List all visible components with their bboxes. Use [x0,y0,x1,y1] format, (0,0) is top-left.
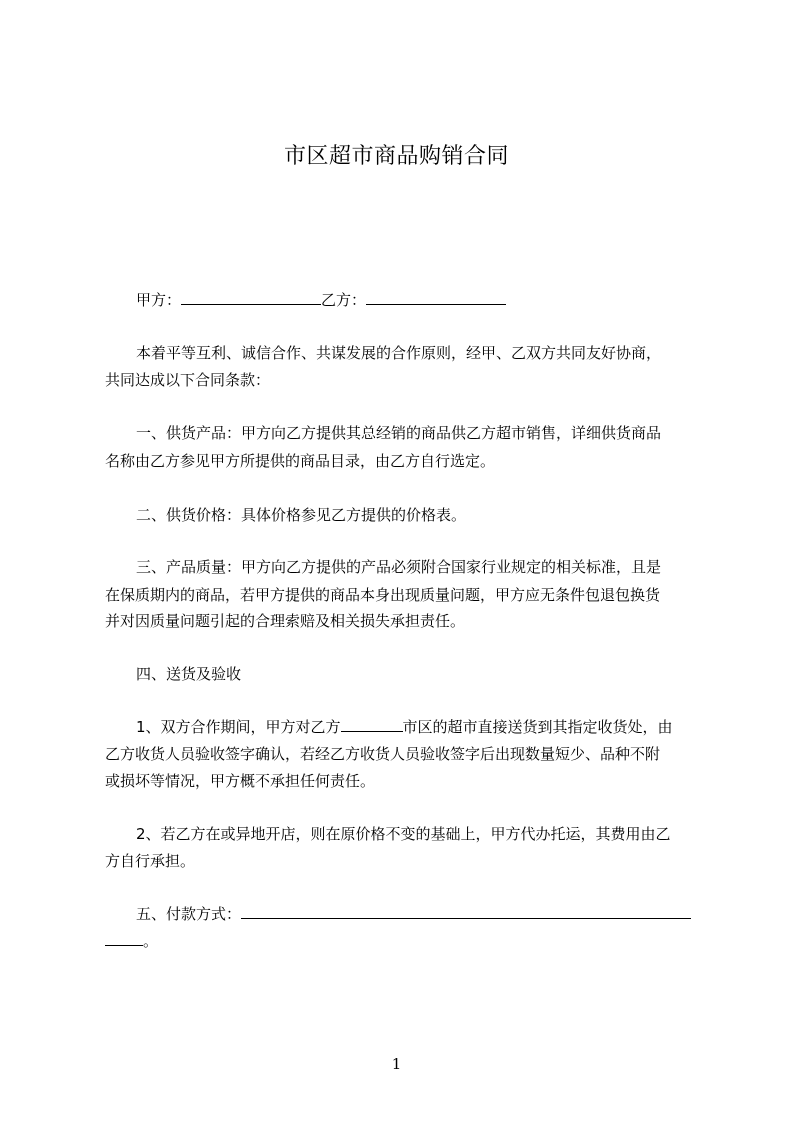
clause-1-line-2: 名称由乙方参见甲方所提供的商品目录，由乙方自行选定。 [105,452,496,470]
clause-3-line-1: 三、产品质量：甲方向乙方提供的产品必须附合国家行业规定的相关标准，且是 [136,558,662,576]
document-title: 市区超市商品购销合同 [283,144,509,169]
intro-line-1: 本着平等互利、诚信合作、共谋发展的合作原则，经甲、乙双方共同友好协商， [136,344,662,362]
clause-4-item-1-suffix: 市区的超市直接送货到其指定收货处，由 [402,718,673,736]
clause-4-item-1-line-3: 或损坏等情况，甲方概不承担任何责任。 [105,772,376,790]
clause-2-line-1: 二、供货价格：具体价格参见乙方提供的价格表。 [136,506,467,524]
party-a-blank[interactable] [181,289,321,305]
clause-4-item-2-line-1: 2、若乙方在或异地开店，则在原价格不变的基础上，甲方代办托运，其费用由乙 [136,825,671,843]
district-blank[interactable] [341,716,403,732]
clause-5-line-2 [105,930,715,953]
payment-method-blank-continued[interactable] [105,930,143,946]
clause-4-item-1-line-1 [136,716,746,739]
party-a-label: 甲方： [136,291,182,309]
clause-4-heading: 四、送货及验收 [136,665,242,683]
clause-1-line-1: 一、供货产品：甲方向乙方提供其总经销的商品供乙方超市销售，详细供货商品 [136,424,662,442]
clause-5-line-1 [136,903,746,926]
clause-5-end-mark: 。 [143,932,159,950]
intro-line-2: 共同达成以下合同条款： [105,371,271,389]
parties-line [136,289,746,312]
clause-4-item-2-line-2: 方自行承担。 [105,852,196,870]
clause-4-item-1-prefix: 1、双方合作期间，甲方对乙方 [136,718,341,736]
clause-3-line-3: 并对因质量问题引起的合理索赔及相关损失承担责任。 [105,612,466,630]
clause-3-line-2: 在保质期内的商品，若甲方提供的商品本身出现质量问题，甲方应无条件包退包换货 [105,586,661,604]
party-b-blank[interactable] [366,289,506,305]
party-b-label: 乙方： [321,291,367,309]
payment-method-blank[interactable] [241,903,691,919]
page-number: 1 [391,1055,402,1073]
clause-5-label: 五、付款方式： [136,905,242,923]
clause-4-item-1-line-2: 乙方收货人员验收签字确认，若经乙方收货人员验收签字后出现数量短少、品种不附 [105,745,661,763]
